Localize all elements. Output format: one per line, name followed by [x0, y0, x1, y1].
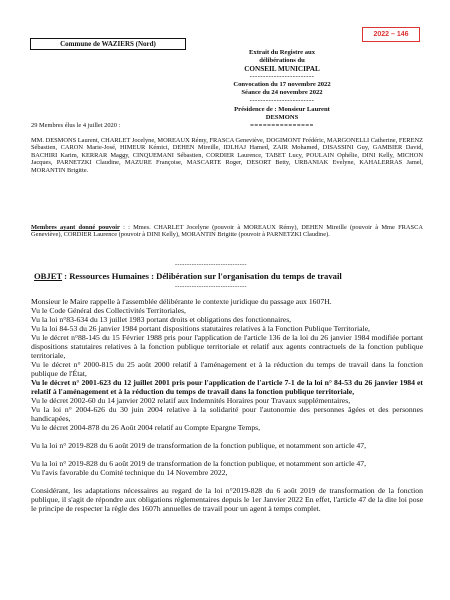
- body-paragraph: Vu la loi n° 2019-828 du 6 août 2019 de transformation de la fonction publique, et notamment son article 47,: [31, 441, 367, 450]
- body-paragraph: Monsieur le Maire rappelle à l'assemblée délibérante le contexte juridique du passage aux 1607H.: [31, 297, 332, 306]
- body-paragraph: Vu le décret 2004-878 du 26 Août 2004 relatif au Compte Epargne Temps,: [31, 423, 261, 432]
- body-paragraph: Vu la loi n°83-634 du 13 juillet 1983 portant droits et obligations des fonctionnaires,: [31, 315, 292, 324]
- deliberation-body: [31, 297, 423, 513]
- body-paragraph: Vu l'avis favorable du Comité technique du 14 Novembre 2022,: [31, 468, 228, 477]
- body-paragraph: Vu la loi n° 2019-828 du 6 août 2019 de transformation de la fonction publique, et notamment son article 47,: [31, 459, 367, 468]
- header-seance: Séance du 24 novembre 2022: [241, 89, 323, 96]
- proxy-text: : : Mmes. CHARLET Jocelyne (pouvoir à MOREAUX Rémy), DEHEN Mireille (pouvoir à Mme FRASCA Geneviève), CORDIER Laurence (pouvoir à DINI Kelly), MORANTIN Brigitte (pouvoir à PARNETZKI Claudine).: [31, 224, 423, 239]
- body-paragraph: Vu le décret n° 2000-815 du 25 août 2000 relatif à l'aménagement et à la réduction du temps de travail dans la fonction publique de l'État,: [31, 360, 423, 378]
- proxy-members: [31, 224, 423, 239]
- body-paragraph: Vu la loi 84-53 du 26 janvier 1984 portant dispositions statutaires relatives à la Fonction Publique Territoriale,: [31, 324, 370, 333]
- objet-text: : Ressources Humaines : Délibération sur l'organisation du temps de travail: [62, 271, 342, 281]
- commune-box: Commune de WAZIERS (Nord): [30, 38, 186, 50]
- header-separator-1: ------------------------: [249, 73, 315, 80]
- body-paragraph: Vu le Code Général des Collectivités Territoriales,: [31, 306, 186, 315]
- proxy-label: Membres ayant donné pouvoir: [31, 224, 120, 231]
- deliberation-number-badge: 2022 – 146: [362, 27, 420, 42]
- body-paragraph: Vu la loi n° 2004-626 du 30 juin 2004 relative à la solidarité pour l'autonomie des personnes âgées et des personnes handicapées,: [31, 405, 423, 423]
- header-council: CONSEIL MUNICIPAL: [244, 65, 320, 73]
- body-paragraph: Vu le décret 2002-60 du 14 janvier 2002 relatif aux Indemnités Horaires pour Travaux supplémentaires,: [31, 396, 351, 405]
- objet-label: OBJET: [34, 271, 63, 281]
- body-paragraph: Considérant, les adaptations nécessaires au regard de la loi n°2019-828 du 6 août 2019 de transformation de la fonction publique, il s'agit de répondre aux obligations réglementaires depuis le 1er Janvier 2022 En effet, l'article 47 de la dite loi pose le principe de respecter la règle des 1607h annuelles de travail pour un agent à temps complet.: [31, 486, 423, 513]
- header-convocation: Convocation du 17 novembre 2022: [233, 81, 331, 88]
- header-separator-3: ===============: [250, 122, 314, 129]
- body-paragraph: Vu le décret n° 2001-623 du 12 juillet 2001 pris pour l'application de l'article 7-1 de la loi n° 84-53 du 26 janvier 1984 et relatif à l'aménagement et à la réduction du temps de travail dans la fonction publique territoriale,: [31, 378, 423, 396]
- body-paragraph: Vu le décret n°88-145 du 15 Février 1988 pris pour l'application de l'article 136 de la loi du 26 janvier 1984 modifiée portant dispositions statutaires relatives à la fonction publique territoriale et relatif aux agents contractuels de la fonction publique territoriale,: [31, 333, 423, 360]
- register-header: [232, 49, 332, 130]
- spacer: [31, 432, 423, 441]
- members-present: MM. DESMONS Laurent, CHARLET Jocelyne, MOREAUX Rémy, FRASCA Geneviève, DOGIMONT Frédéric, MARGONELLI Catherine, FERENZ Sébastien, CARON Marie-José, HIMEUR Kémici, DEHEN Mireille, IDLHAJ Hamed, ZAIR Mohamed, DISASSINI Guy, GAMBIER David, BACHIRI Karim, KERRAR Maggy, CINQUEMANI Sébastien, CORDIER Laurence, TABET Lucy, POULAIN Ophélie, DINI Kelly, MICHON Jacques, PARNETZKI Claudine, MAZURE Françoise, MASCARTE Roger, DESORT Betty, URBANIAK Evelyne, KAHALERRAS Jamel, MORANTIN Brigitte.: [31, 137, 423, 174]
- header-line1: Extrait du Registre aux délibérations du: [249, 49, 315, 64]
- header-separator-2: ------------------------: [249, 97, 315, 104]
- spacer: [31, 477, 423, 486]
- objet-line: [34, 271, 424, 281]
- objet-dash-bottom: ------------------------------: [175, 284, 247, 290]
- members-elected: 29 Membres élus le 4 juillet 2020 :: [31, 122, 121, 129]
- spacer: [31, 450, 423, 459]
- header-presidence: Présidence de : Monsieur Laurent DESMONS: [234, 106, 330, 121]
- objet-dash-top: ------------------------------: [175, 262, 247, 268]
